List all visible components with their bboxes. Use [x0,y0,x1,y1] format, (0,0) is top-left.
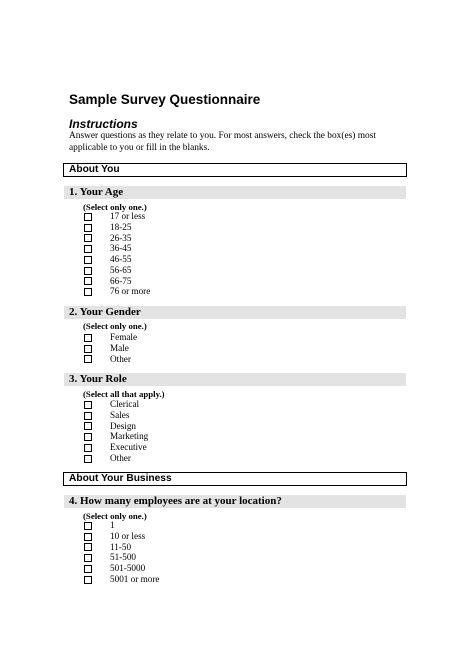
option-label: 56-65 [110,264,132,275]
option-age-5[interactable] [0,265,300,276]
checkbox[interactable] [84,565,92,573]
option-employees-3[interactable] [0,552,300,563]
checkbox[interactable] [84,554,92,562]
option-role-1[interactable] [0,410,300,421]
checkbox[interactable] [84,433,92,441]
section-header-about-you: About You [63,163,407,177]
option-employees-1[interactable] [0,531,300,542]
option-label: 46-55 [110,254,132,264]
option-label: 36-45 [110,243,132,254]
checkbox[interactable] [84,576,92,584]
section-header-about-business: About Your Business [63,472,407,486]
option-role-2[interactable] [0,421,300,432]
option-gender-0[interactable] [0,332,300,343]
option-label: 501-5000 [110,563,146,573]
option-label: 51-500 [110,552,137,563]
option-employees-2[interactable] [0,542,300,553]
option-gender-2[interactable] [0,354,300,365]
option-role-0[interactable] [0,399,300,410]
checkbox[interactable] [84,277,92,285]
option-age-6[interactable] [0,276,300,287]
checkbox[interactable] [84,267,92,275]
option-label: Design [110,420,137,431]
checkbox[interactable] [84,522,92,530]
checkbox[interactable] [84,345,92,353]
checkbox[interactable] [84,444,92,452]
question-role-title: 3. Your Role [64,373,406,386]
option-age-4[interactable] [0,254,300,265]
checkbox[interactable] [84,234,92,242]
option-age-2[interactable] [0,233,300,244]
option-employees-0[interactable] [0,520,300,531]
question-age-title: 1. Your Age [64,186,406,199]
option-label: 18-25 [110,221,132,232]
option-label: Sales [110,409,130,420]
option-label: 26-35 [110,232,132,243]
option-label: 11-50 [110,541,132,552]
option-label: Other [110,353,131,364]
checkbox[interactable] [84,213,92,221]
option-label: Male [110,342,129,353]
option-label: Female [110,332,138,342]
instructions-text: Answer questions as they relate to you. For most answers, check the box(es) most applicable to you or fill in the blanks. [69,131,376,153]
option-role-5[interactable] [0,453,300,464]
checkbox[interactable] [84,245,92,253]
checkbox[interactable] [84,224,92,232]
option-label: 1 [110,520,115,530]
question-employees-note: (Select only one.) [83,511,147,521]
option-label: Executive [110,442,147,452]
checkbox[interactable] [84,422,92,430]
option-label: 17 or less [110,211,146,221]
option-label: 5001 or more [110,573,160,584]
checkbox[interactable] [84,533,92,541]
checkbox[interactable] [84,412,92,420]
instructions-heading: Instructions [69,117,138,131]
question-role-note: (Select all that apply.) [83,389,165,399]
option-age-3[interactable] [0,243,300,254]
option-role-4[interactable] [0,442,300,453]
checkbox[interactable] [84,355,92,363]
option-role-3[interactable] [0,431,300,442]
option-employees-5[interactable] [0,574,300,585]
question-gender-title: 2. Your Gender [64,306,406,319]
option-age-0[interactable] [0,211,300,222]
question-age-note: (Select only one.) [83,202,147,212]
option-gender-1[interactable] [0,343,300,354]
checkbox[interactable] [84,543,92,551]
checkbox[interactable] [84,288,92,296]
option-label: 66-75 [110,275,132,286]
page-title: Sample Survey Questionnaire [69,92,261,107]
checkbox[interactable] [84,334,92,342]
question-gender-note: (Select only one.) [83,321,147,331]
option-label: 76 or more [110,286,151,297]
option-label: Other [110,452,131,463]
question-employees-title: 4. How many employees are at your location? [64,495,406,508]
option-age-7[interactable] [0,286,300,297]
option-label: Clerical [110,399,140,409]
option-label: 10 or less [110,530,146,541]
checkbox[interactable] [84,455,92,463]
checkbox[interactable] [84,256,92,264]
option-label: Marketing [110,431,149,442]
option-employees-4[interactable] [0,563,300,574]
option-age-1[interactable] [0,222,300,233]
checkbox[interactable] [84,401,92,409]
